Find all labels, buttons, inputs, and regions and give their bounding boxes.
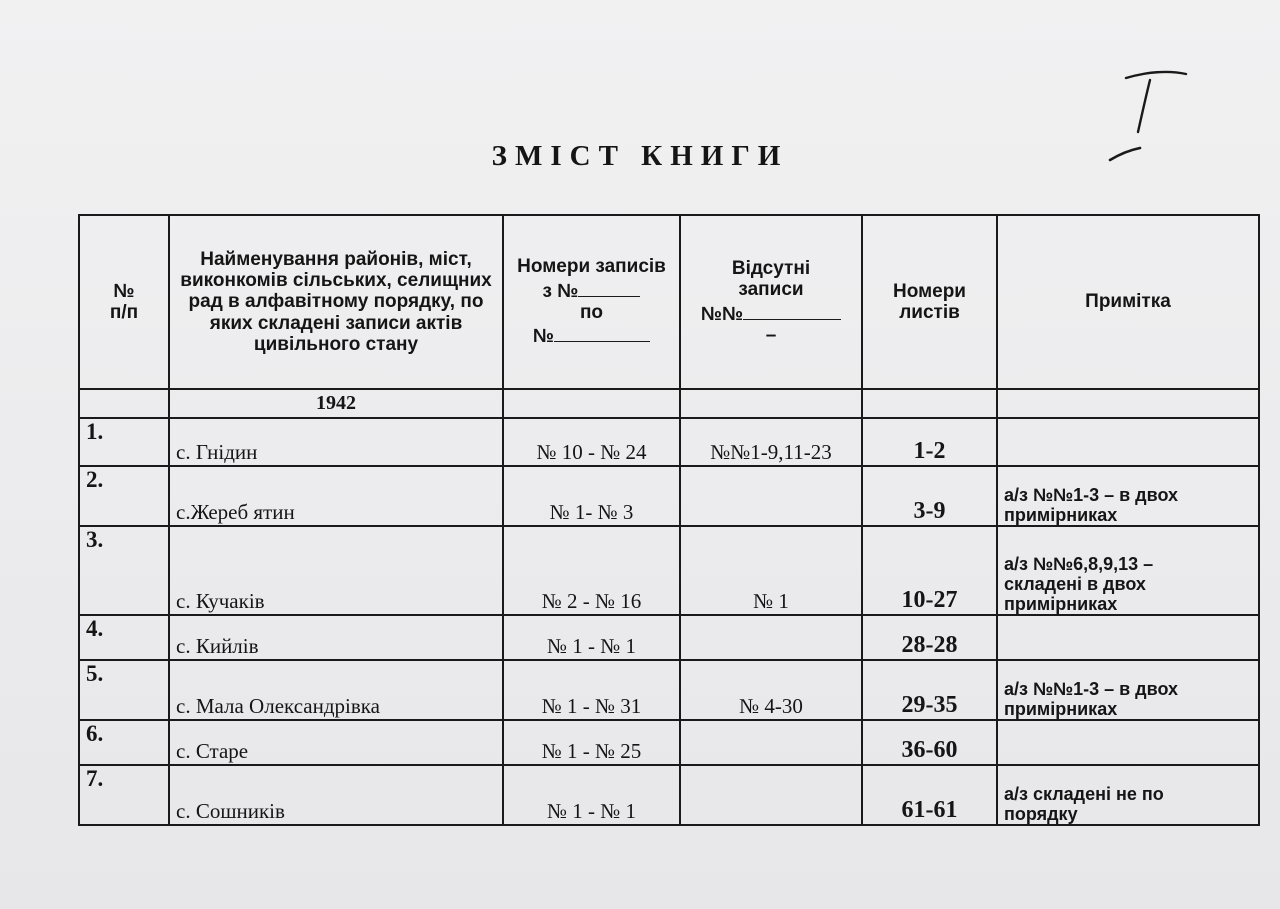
row-missing: [680, 615, 862, 660]
table-row: [79, 418, 1259, 466]
row-records: № 10 - № 24: [503, 418, 680, 466]
empty-cell: [680, 389, 862, 418]
row-number: 5.: [79, 660, 169, 720]
row-number: 7.: [79, 765, 169, 825]
row-settlement: с. Сошників: [169, 765, 503, 825]
page-title: ЗМІСТ КНИГИ: [491, 140, 789, 172]
row-note: а/з складені не по порядку: [997, 765, 1259, 825]
row-sheets: 29-35: [862, 660, 997, 720]
table-row: [79, 765, 1259, 825]
row-sheets: 3-9: [862, 466, 997, 526]
row-settlement: с.Жереб ятин: [169, 466, 503, 526]
header-missing-records: [680, 215, 862, 389]
header-records-to: по: [579, 302, 604, 323]
header-missing-dash: –: [765, 324, 777, 346]
row-note: а/з №№1-3 – в двох примірниках: [997, 466, 1259, 526]
table-header-row: [79, 215, 1259, 389]
row-sheets: 36-60: [862, 720, 997, 765]
fill-in-line: [743, 301, 841, 320]
table-row: [79, 615, 1259, 660]
table-row: [79, 720, 1259, 765]
row-missing: №№1-9,11-23: [680, 418, 862, 466]
row-note: а/з №№1-3 – в двох примірниках: [997, 660, 1259, 720]
empty-cell: [503, 389, 680, 418]
row-settlement: с. Кучаків: [169, 526, 503, 615]
row-missing: № 4-30: [680, 660, 862, 720]
row-missing: № 1: [680, 526, 862, 615]
row-missing: [680, 466, 862, 526]
row-sheets: 1-2: [862, 418, 997, 466]
year-row: [79, 389, 1259, 418]
row-settlement: с. Старе: [169, 720, 503, 765]
row-records: № 1 - № 31: [503, 660, 680, 720]
row-number: 2.: [79, 466, 169, 526]
row-number: 3.: [79, 526, 169, 615]
row-sheets: 28-28: [862, 615, 997, 660]
row-missing: [680, 720, 862, 765]
header-records-from: з №: [542, 280, 579, 302]
header-records-no: №: [532, 326, 555, 348]
row-records: № 1 - № 25: [503, 720, 680, 765]
fill-in-line: [554, 323, 650, 342]
empty-cell: [862, 389, 997, 418]
table-row: [79, 526, 1259, 615]
row-records: № 2 - № 16: [503, 526, 680, 615]
row-records: № 1 - № 1: [503, 765, 680, 825]
header-number: № п/п: [79, 215, 169, 389]
row-number: 6.: [79, 720, 169, 765]
table-row: [79, 466, 1259, 526]
row-note: [997, 615, 1259, 660]
row-settlement: с. Кийлів: [169, 615, 503, 660]
header-record-numbers: [503, 215, 680, 389]
header-missing-label: Відсутні: [731, 257, 811, 279]
fill-in-line: [578, 278, 640, 297]
row-note: [997, 720, 1259, 765]
row-settlement: с. Мала Олександрівка: [169, 660, 503, 720]
contents-table: [78, 214, 1260, 826]
header-sheet-numbers: Номери листів: [862, 215, 997, 389]
row-sheets: 10-27: [862, 526, 997, 615]
row-number: 4.: [79, 615, 169, 660]
empty-cell: [997, 389, 1259, 418]
row-note: а/з №№6,8,9,13 – складені в двох примірниках: [997, 526, 1259, 615]
header-missing-no: №№: [700, 303, 744, 325]
row-sheets: 61-61: [862, 765, 997, 825]
row-records: № 1 - № 1: [503, 615, 680, 660]
row-note: [997, 418, 1259, 466]
table-row: [79, 660, 1259, 720]
header-name: Найменування районів, міст, виконкомів сільських, селищних рад в алфавітному порядку, по яких складені записи актів цивільного стану: [169, 215, 503, 389]
row-records: № 1- № 3: [503, 466, 680, 526]
header-missing-label-2: записи: [738, 279, 804, 301]
empty-cell: [79, 389, 169, 418]
row-number: 1.: [79, 418, 169, 466]
header-records-label: Номери записів: [517, 256, 666, 278]
row-settlement: с. Гнідин: [169, 418, 503, 466]
header-note: Примітка: [997, 215, 1259, 389]
year-label: 1942: [169, 389, 503, 418]
row-missing: [680, 765, 862, 825]
